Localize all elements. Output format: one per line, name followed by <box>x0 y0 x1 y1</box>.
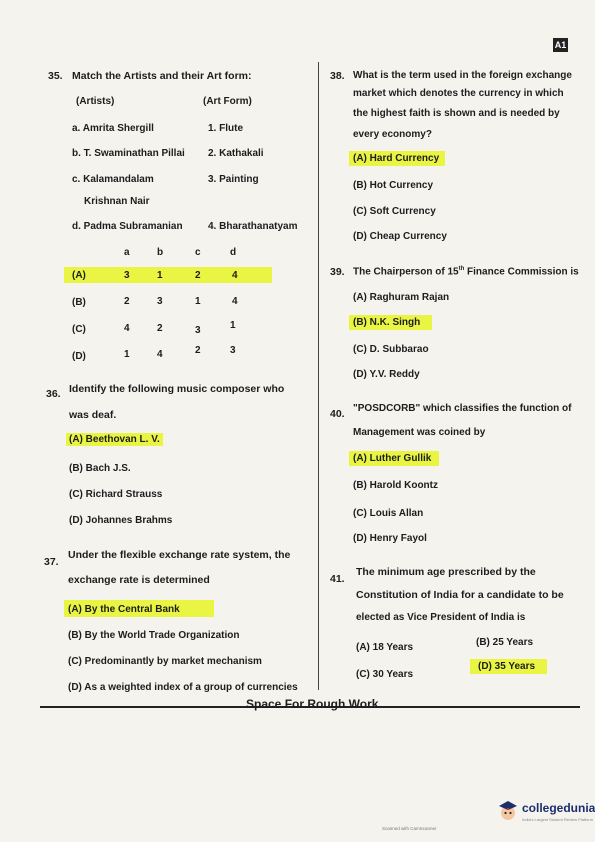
q41-text-line: elected as Vice President of India is <box>356 612 526 623</box>
q41-number: 41. <box>330 573 345 585</box>
q35-row-b-cell: 1 <box>195 296 201 307</box>
q35-row-b-label: (B) <box>72 297 86 308</box>
q36-text-line1: Identify the following music composer who <box>69 383 285 395</box>
q39-number: 39. <box>330 266 345 278</box>
q38-option-a: (A) Hard Currency <box>349 153 445 164</box>
q38-option-d: (D) Cheap Currency <box>353 231 447 242</box>
q38-text-line: What is the term used in the foreign exchange <box>353 70 572 81</box>
q40-number: 40. <box>330 408 345 420</box>
q35-number: 35. <box>48 70 63 82</box>
q40-option-d: (D) Henry Fayol <box>353 533 427 544</box>
q35-artist-c-cont: Krishnan Nair <box>84 196 150 207</box>
q35-header-c: c <box>195 247 201 258</box>
q35-form-2: 2. Kathakali <box>208 148 264 159</box>
q37-text-line1: Under the flexible exchange rate system, the <box>68 549 291 561</box>
q35-row-c-label: (C) <box>72 324 86 335</box>
q36-option-a: (A) Beethovan L. V. <box>66 434 163 445</box>
q35-form-1: 1. Flute <box>208 123 244 134</box>
q35-row-d-cell: 3 <box>230 345 236 356</box>
q35-row-d-cell: 4 <box>157 349 163 360</box>
q39-option-b: (B) N.K. Singh <box>349 317 432 328</box>
q41-text-line: Constitution of India for a candidate to be <box>356 589 564 601</box>
rough-work-heading: Space For Rough Work <box>246 697 379 711</box>
q35-text: Match the Artists and their Art form: <box>72 70 252 82</box>
q37-text-line2: exchange rate is determined <box>68 574 210 586</box>
q40-text-line: Management was coined by <box>353 427 486 438</box>
q35-artist-a: a. Amrita Shergill <box>72 123 154 134</box>
q35-row-b-cell: 4 <box>232 296 238 307</box>
q35-form-3: 3. Painting <box>208 174 259 185</box>
q40-option-a: (A) Luther Gullik <box>349 453 439 464</box>
q37-number: 37. <box>44 556 59 568</box>
q39-text: The Chairperson of 15th Finance Commission is <box>353 266 579 278</box>
q35-artist-b: b. T. Swaminathan Pillai <box>72 148 185 159</box>
q41-option-d: (D) 35 Years <box>470 661 547 672</box>
q36-option-d: (D) Johannes Brahms <box>69 515 173 526</box>
q36-text-line2: was deaf. <box>69 409 117 421</box>
q35-col-artists: (Artists) <box>76 96 115 107</box>
q35-row-a-cell: 1 <box>157 270 163 281</box>
q38-text-line: market which denotes the currency in which <box>353 88 564 99</box>
q38-number: 38. <box>330 70 345 82</box>
q36-option-b: (B) Bach J.S. <box>69 463 131 474</box>
q40-option-b: (B) Harold Koontz <box>353 480 438 491</box>
q35-header-b: b <box>157 247 164 258</box>
q35-row-d-label: (D) <box>72 351 86 362</box>
brand-tagline: India's Largest Student Review Platform <box>522 817 594 822</box>
q35-row-c-cell: 3 <box>195 325 201 336</box>
q35-row-b-cell: 2 <box>124 296 130 307</box>
q41-text-line: The minimum age prescribed by the <box>356 566 536 578</box>
q35-row-d-cell: 2 <box>195 345 201 356</box>
q35-row-c-cell: 1 <box>230 320 236 331</box>
q37-option-d: (D) As a weighted index of a group of currencies <box>68 682 298 693</box>
graduate-icon <box>498 800 518 822</box>
column-divider <box>318 62 319 690</box>
q41-option-a: (A) 18 Years <box>356 642 414 653</box>
q35-form-4: 4. Bharathanatyam <box>208 221 298 232</box>
q41-option-b: (B) 25 Years <box>476 637 534 648</box>
q40-option-c: (C) Louis Allan <box>353 508 424 519</box>
q35-row-b-cell: 3 <box>157 296 163 307</box>
q35-row-a-cell: 2 <box>195 270 201 281</box>
q37-option-c: (C) Predominantly by market mechanism <box>68 656 262 667</box>
q39-option-c: (C) D. Subbarao <box>353 344 429 355</box>
q37-option-a: (A) By the Central Bank <box>68 604 180 615</box>
q39-option-d: (D) Y.V. Reddy <box>353 369 420 380</box>
q35-row-d-cell: 1 <box>124 349 130 360</box>
q35-col-artform: (Art Form) <box>203 96 252 107</box>
q40-text-line: "POSDCORB" which classifies the function of <box>353 403 572 414</box>
q36-option-c: (C) Richard Strauss <box>69 489 163 500</box>
q41-option-c: (C) 30 Years <box>356 669 414 680</box>
q37-option-b: (B) By the World Trade Organization <box>68 630 240 641</box>
q35-row-c-cell: 4 <box>124 323 130 334</box>
q39-option-a: (A) Raghuram Rajan <box>353 292 450 303</box>
q38-option-c: (C) Soft Currency <box>353 206 436 217</box>
q35-answer-highlight <box>64 267 272 283</box>
booklet-code-badge: A1 <box>554 40 567 50</box>
q35-header-a: a <box>124 247 130 258</box>
q38-text-line: the highest faith is shown and is needed by <box>353 108 560 119</box>
q38-text-line: every economy? <box>353 129 432 140</box>
scan-note: Scanned with CamScanner <box>382 826 437 831</box>
q36-number: 36. <box>46 388 61 400</box>
q35-row-a-label: (A) <box>72 270 86 281</box>
q35-row-a-cell: 3 <box>124 270 130 281</box>
q35-artist-d: d. Padma Subramanian <box>72 221 183 232</box>
brand-name: collegedunia <box>522 801 595 815</box>
q35-artist-c: c. Kalamandalam <box>72 174 154 185</box>
q38-option-b: (B) Hot Currency <box>353 180 434 191</box>
q35-header-d: d <box>230 247 237 258</box>
q35-row-a-cell: 4 <box>232 270 238 281</box>
q35-row-c-cell: 2 <box>157 323 163 334</box>
